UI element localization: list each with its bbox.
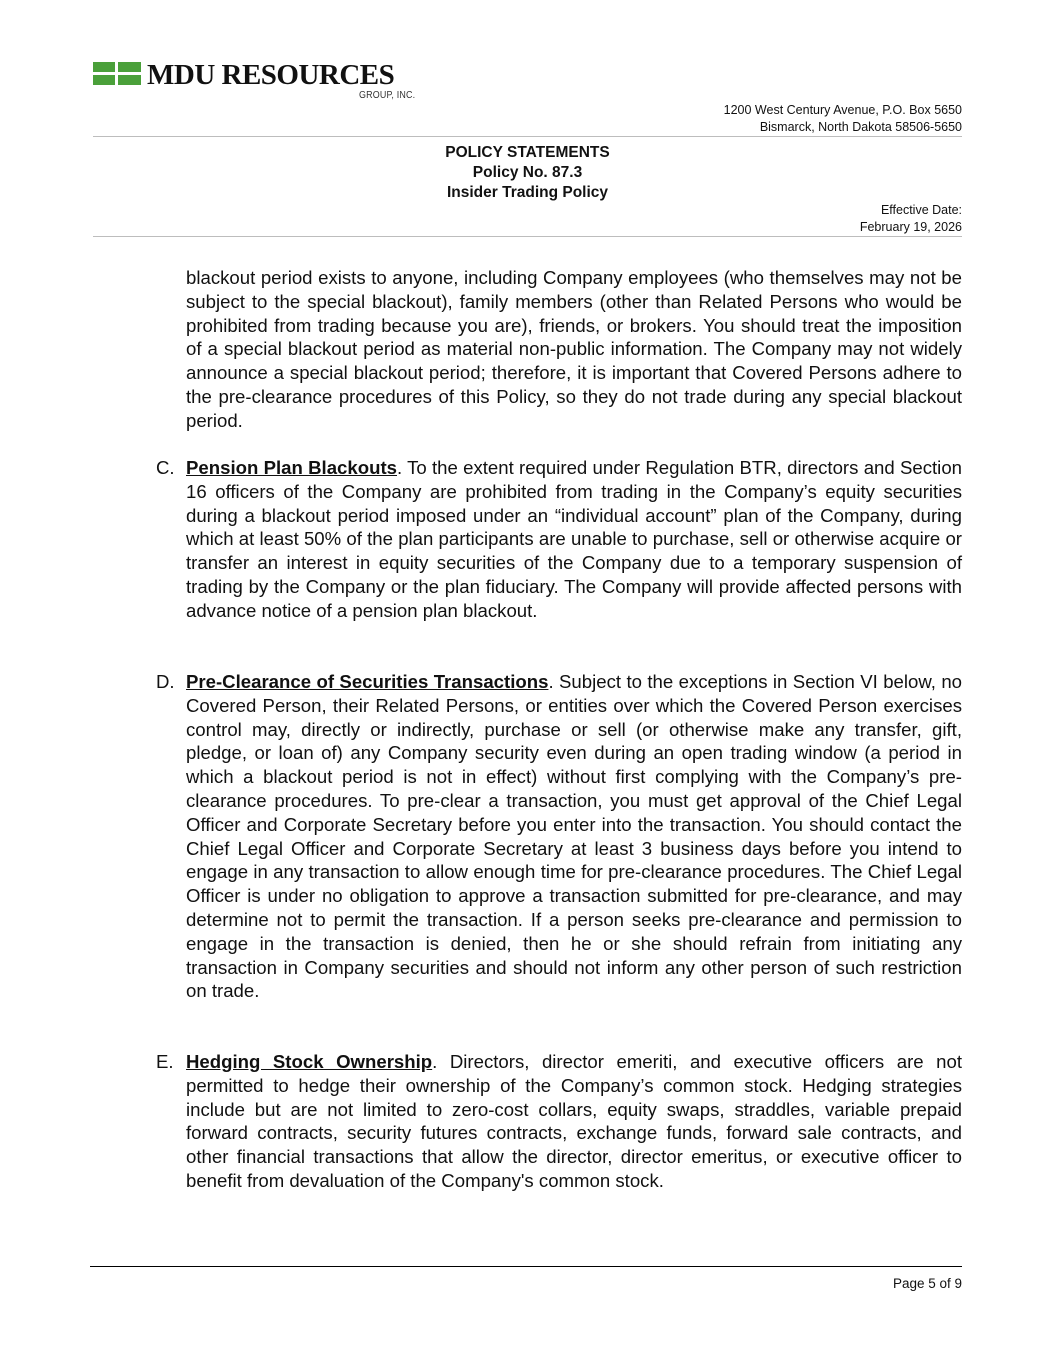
- header-divider-bottom: [93, 236, 962, 237]
- address-line-2: Bismarck, North Dakota 58506-5650: [759, 120, 962, 134]
- section-c-letter: C.: [156, 457, 175, 478]
- company-sub: GROUP, INC.: [359, 89, 416, 101]
- policy-title-3: Insider Trading Policy: [446, 184, 609, 201]
- header-divider-top: [93, 136, 962, 137]
- policy-title-1: POLICY STATEMENTS: [445, 144, 610, 161]
- section-e-heading: Hedging Stock Ownership: [186, 1051, 433, 1072]
- section-d-letter: D.: [156, 671, 175, 692]
- effective-date-block: [860, 202, 962, 236]
- section-d: [140, 670, 962, 1003]
- effective-date-value: February 19, 2026: [859, 220, 962, 234]
- section-d-text: . Subject to the exceptions in Section VI below, no Covered Person, their Related Persons, or entities over which the Covered Person exercises control may, directly or indirectly, purchase or sell (or otherwise make any transfer, gift, pledge, or loan of) any Company security even during an open trading window (a period in which a blackout period is not in effect) without first complying with the Company’s pre-clearance procedures. To pre-clear a transaction, you must get approval of the Chief Legal Officer and Corporate Secretary before you enter into the transaction. You should contact the Chief Legal Officer and Corporate Secretary at least 3 business days before you intend to engage in any transaction to allow enough time for pre-clearance procedures. The Chief Legal Officer is under no obligation to approve a transaction submitted for pre-clearance, and may determine not to permit the transaction. If a person seeks pre-clearance and permission to engage in the transaction is denied, then he or she should refrain from initiating any transaction in Company securities and should not inform any other person of such restriction on trade.: [186, 671, 963, 1002]
- section-c-text: . To the extent required under Regulation BTR, directors and Section 16 officers of the Company are prohibited from trading in the Company’s equity securities during a blackout period imposed under an “individual account” plan of the Company, during which at least 50% of the plan participants are unable to purchase, sell or otherwise acquire or transfer an interest in equity securities of the Company due to a temporary suspension of trading by the Company or the plan fiduciary. The Company will provide affected persons with advance notice of a pension plan blackout.: [186, 457, 962, 621]
- company-name: MDU RESOURCES: [147, 59, 395, 91]
- logo-mark-icon: [93, 62, 141, 86]
- effective-date-label: Effective Date:: [880, 203, 962, 217]
- section-c-paragraph: [186, 456, 962, 623]
- page-number: Page 5 of 9: [892, 1276, 962, 1291]
- footer-divider: [90, 1266, 962, 1267]
- section-e-paragraph: [186, 1050, 962, 1193]
- section-d-paragraph: [186, 670, 962, 1003]
- company-logo: [93, 59, 423, 104]
- section-c: [140, 456, 962, 623]
- section-c-heading: Pension Plan Blackouts: [186, 457, 397, 478]
- section-e-text: . Directors, director emeriti, and executive officers are not permitted to hedge their ownership of the Company’s common stock. Hedging strategies include but are not limited to zero-cost collars, equity swaps, straddles, variable prepaid forward contracts, security futures contracts, exchange funds, forward sale contracts, and other financial transactions that allow the director, director emeritus, or executive officer to benefit from devaluation of the Company's common stock.: [186, 1051, 962, 1191]
- section-d-heading: Pre-Clearance of Securities Transactions: [186, 671, 549, 692]
- policy-title-block: [93, 143, 962, 203]
- continuation-paragraph: blackout period exists to anyone, including Company employees (who themselves may not be subject to the special blackout), family members (other than Related Persons who would be prohibited from trading because you are), friends, or brokers. You should treat the imposition of a special blackout period as material non-public information. The Company may not widely announce a special blackout period; therefore, it is important that Covered Persons adhere to the pre-clearance procedures of this Policy, so they do not trade during any special blackout period.: [186, 267, 962, 431]
- section-e-letter: E.: [156, 1051, 174, 1072]
- section-e: [140, 1050, 962, 1193]
- company-address: [724, 102, 962, 136]
- address-line-1: 1200 West Century Avenue, P.O. Box 5650: [723, 103, 962, 117]
- policy-title-2: Policy No. 87.3: [472, 164, 583, 181]
